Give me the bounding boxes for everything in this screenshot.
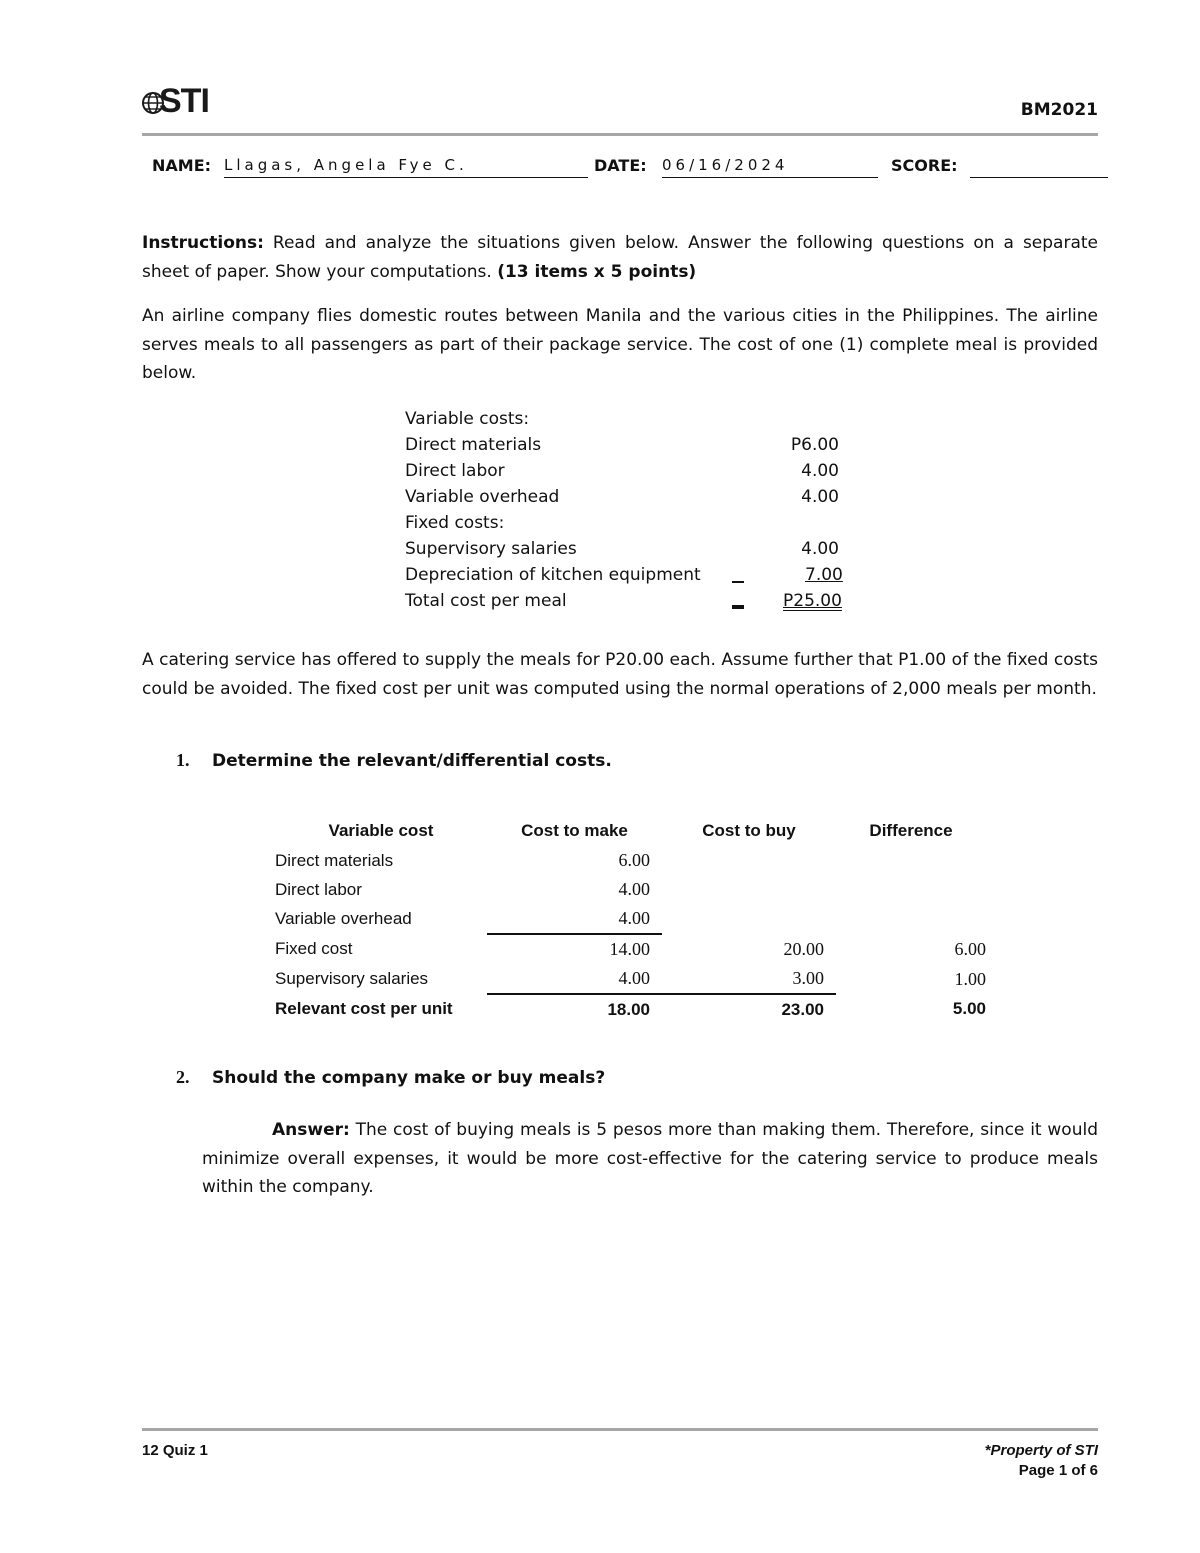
cell-make: 4.00 [618,879,650,899]
page-number: Page 1 of 6 [1018,1462,1098,1479]
logo-text: STI [159,82,209,120]
cost-value: 4.00 [801,487,839,507]
table-total-row [275,994,986,1024]
cost-value: 4.00 [801,539,839,559]
instructions-label: Instructions: [142,233,264,253]
cell-make: 4.00 [618,908,650,928]
cell-buy [662,875,836,904]
cell-buy: 20.00 [783,938,824,959]
cell-make: 4.00 [618,968,650,988]
variable-costs-heading [405,406,855,432]
table-row [275,934,986,964]
cost-label: Total cost per meal [405,591,567,611]
instructions [142,229,1098,286]
footer-property: *Property of STI [984,1442,1098,1459]
column-header: Cost to make [521,821,628,840]
meal-cost-list [405,406,855,614]
fill-dash [732,605,744,609]
answer-label: Answer: [272,1120,350,1140]
date-label: DATE: [594,156,647,175]
document-code: BM2021 [1020,100,1098,120]
scenario-paragraph: An airline company flies domestic routes between Manila and the various cities in the Philippines. The airline serves meals to all passengers as part of their package service. The cost of one (1) complete meal is provided below. [142,306,1098,383]
cost-value: P6.00 [790,435,839,455]
header-divider [142,133,1098,136]
footer-left: 12 Quiz 1 [142,1442,208,1459]
cost-value: 7.00 [805,565,843,585]
fill-dash [732,581,744,583]
question-2 [176,1067,605,1088]
cell-make: 6.00 [618,850,650,870]
score-label: SCORE: [891,156,958,175]
relevant-cost-table [275,816,986,1024]
cell-diff [836,875,986,904]
column-header: Cost to buy [702,821,796,840]
table-header-row [275,816,986,846]
name-label: NAME: [152,156,212,175]
cell-buy: 23.00 [662,994,836,1024]
cost-row-depreciation [405,562,855,588]
row-label: Direct labor [275,879,362,899]
name-field[interactable]: Llagas, Angela Fye C. [224,156,588,178]
answer-text: The cost of buying meals is 5 pesos more than making them. Therefore, since it would minimize overall expenses, it would be more cost-effective for the catering service to produce meals within the company. [202,1120,1098,1197]
row-label: Variable overhead [275,909,412,928]
question-text: Should the company make or buy meals? [212,1068,606,1088]
offer-paragraph: A catering service has offered to supply the meals for P20.00 each. Assume further that P1.00 of the fixed costs could be avoided. The fixed cost per unit was computed using the normal operations of 2,000 meals per month. [142,650,1098,699]
footer-divider [142,1428,1098,1431]
cell-diff: 6.00 [954,938,986,959]
column-header: Difference [869,821,953,840]
cost-row-direct-materials [405,432,855,458]
cell-make: 18.00 [487,994,662,1024]
row-label: Supervisory salaries [275,969,429,988]
cost-value: 4.00 [801,461,839,481]
cost-label: Supervisory salaries [405,539,577,559]
table-row [275,904,986,934]
fixed-costs-heading [405,510,855,536]
student-info-row [152,156,1112,180]
cost-label: Depreciation of kitchen equipment [405,565,701,585]
score-field[interactable] [970,156,1108,178]
cell-buy [662,846,836,875]
cost-label: Direct materials [405,435,542,455]
heading-label: Fixed costs: [405,513,505,533]
cost-label: Direct labor [405,461,505,481]
cell-make: 14.00 [487,934,662,964]
heading-label: Variable costs: [405,409,530,429]
cost-value: P25.00 [783,591,842,611]
sti-logo [142,84,222,122]
question-number: 1. [176,750,190,770]
cost-row-variable-overhead [405,484,855,510]
question-text: Determine the relevant/differential costs. [212,751,612,771]
row-label: Fixed cost [275,939,353,958]
table-row [275,875,986,904]
date-field[interactable]: 06/16/2024 [662,156,878,178]
cost-row-supervisory-salaries [405,536,855,562]
row-label: Direct materials [275,850,394,870]
question-1 [176,750,612,771]
table-row [275,964,986,994]
cell-buy [662,904,836,934]
cost-row-total [405,588,855,614]
column-header: Variable cost [328,821,434,840]
cell-diff: 5.00 [952,999,986,1018]
cost-row-direct-labor [405,458,855,484]
instructions-text: Read and analyze the situations given below. Answer the following questions on a separate sheet of paper. Show your computations. [142,233,1098,282]
cell-buy: 3.00 [792,968,824,988]
table-row [275,846,986,875]
cell-diff [836,846,986,875]
question-number: 2. [176,1067,190,1087]
instructions-points: (13 items x 5 points) [497,261,697,282]
cell-diff: 1.00 [954,968,986,989]
cost-label: Variable overhead [405,487,560,507]
cell-diff [836,904,986,934]
answer-paragraph [202,1116,1098,1202]
row-label: Relevant cost per unit [275,999,453,1018]
